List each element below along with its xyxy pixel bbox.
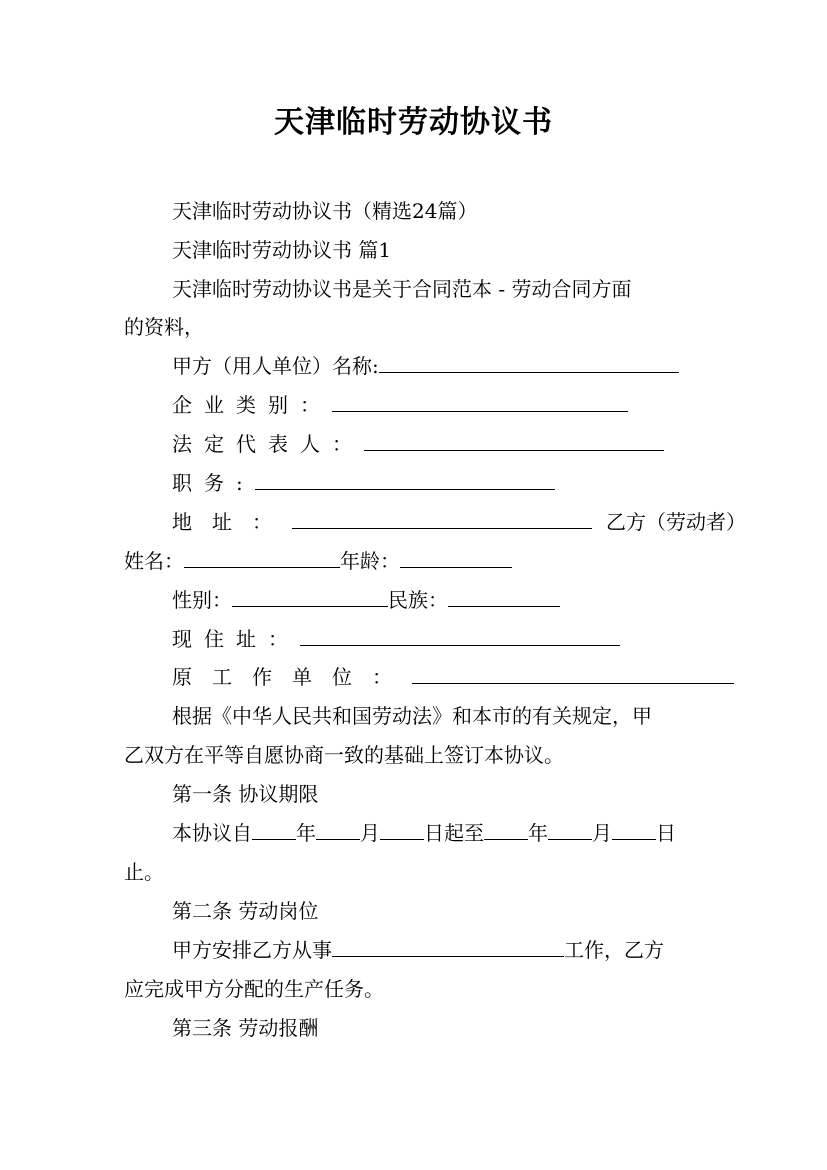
employer-name-blank <box>379 354 679 373</box>
party-b-label: 乙方（劳动者） <box>606 510 746 534</box>
day-to-label: 日起至 <box>424 821 484 845</box>
address-label: 地址： <box>172 510 292 534</box>
legal-rep-blank <box>364 432 664 451</box>
enterprise-type-blank <box>332 393 628 412</box>
gender-label: 性别： <box>172 588 232 612</box>
age-blank <box>400 549 512 568</box>
section-heading: 天津临时劳动协议书 篇1 <box>172 238 392 262</box>
term-end-line: 止。 <box>124 860 164 884</box>
job-row <box>172 936 664 964</box>
former-employer-blank <box>412 665 734 684</box>
start-month-blank <box>316 821 360 840</box>
paragraph-line: 根据《中华人民共和国劳动法》和本市的有关规定，甲 <box>172 704 652 728</box>
paragraph-line: 乙双方在平等自愿协商一致的基础上签订本协议。 <box>124 743 564 767</box>
end-year-blank <box>484 821 528 840</box>
former-employer-label: 原工作单位： <box>172 665 412 689</box>
ethnicity-blank <box>448 588 560 607</box>
job-label: 甲方安排乙方从事 <box>172 938 332 962</box>
month-label: 月 <box>592 821 612 845</box>
paragraph-line: 应完成甲方分配的生产任务。 <box>124 977 384 1001</box>
employer-name-row <box>172 352 679 380</box>
enterprise-type-label: 企业类别： <box>172 393 332 417</box>
start-year-blank <box>252 821 296 840</box>
intro-paragraph-line: 天津临时劳动协议书是关于合同范本 - 劳动合同方面 <box>172 277 632 301</box>
start-day-blank <box>380 821 424 840</box>
position-row <box>172 469 555 497</box>
former-employer-row <box>172 663 734 691</box>
name-age-row <box>124 547 512 575</box>
end-month-blank <box>548 821 592 840</box>
address-row <box>172 508 746 536</box>
current-address-row <box>172 625 620 653</box>
address-blank <box>292 510 592 529</box>
legal-rep-label: 法定代表人： <box>172 432 364 456</box>
legal-rep-row <box>172 430 664 458</box>
current-address-blank <box>300 627 620 646</box>
month-label: 月 <box>360 821 380 845</box>
position-blank <box>255 471 555 490</box>
age-label: 年龄： <box>340 549 400 573</box>
end-day-blank <box>612 821 656 840</box>
article-heading: 第二条 劳动岗位 <box>172 899 319 923</box>
article-heading: 第三条 劳动报酬 <box>172 1016 319 1040</box>
term-row <box>172 819 676 847</box>
document-title: 天津临时劳动协议书 <box>274 105 553 140</box>
article-heading: 第一条 协议期限 <box>172 782 319 806</box>
day-label: 日 <box>656 821 676 845</box>
job-blank <box>332 938 564 957</box>
gender-ethnicity-row <box>172 586 560 614</box>
ethnicity-label: 民族： <box>388 588 448 612</box>
year-label: 年 <box>296 821 316 845</box>
term-from-label: 本协议自 <box>172 821 252 845</box>
job-suffix: 工作，乙方 <box>564 938 664 962</box>
intro-paragraph-line: 的资料， <box>124 315 204 339</box>
enterprise-type-row <box>172 391 628 419</box>
name-blank <box>184 549 340 568</box>
gender-blank <box>232 588 388 607</box>
position-label: 职务: <box>172 471 255 495</box>
intro-line: 天津临时劳动协议书（精选24篇） <box>172 199 478 223</box>
current-address-label: 现住址： <box>172 627 300 651</box>
name-label: 姓名： <box>124 549 184 573</box>
year-label: 年 <box>528 821 548 845</box>
employer-name-label: 甲方（用人单位）名称: <box>172 354 379 378</box>
